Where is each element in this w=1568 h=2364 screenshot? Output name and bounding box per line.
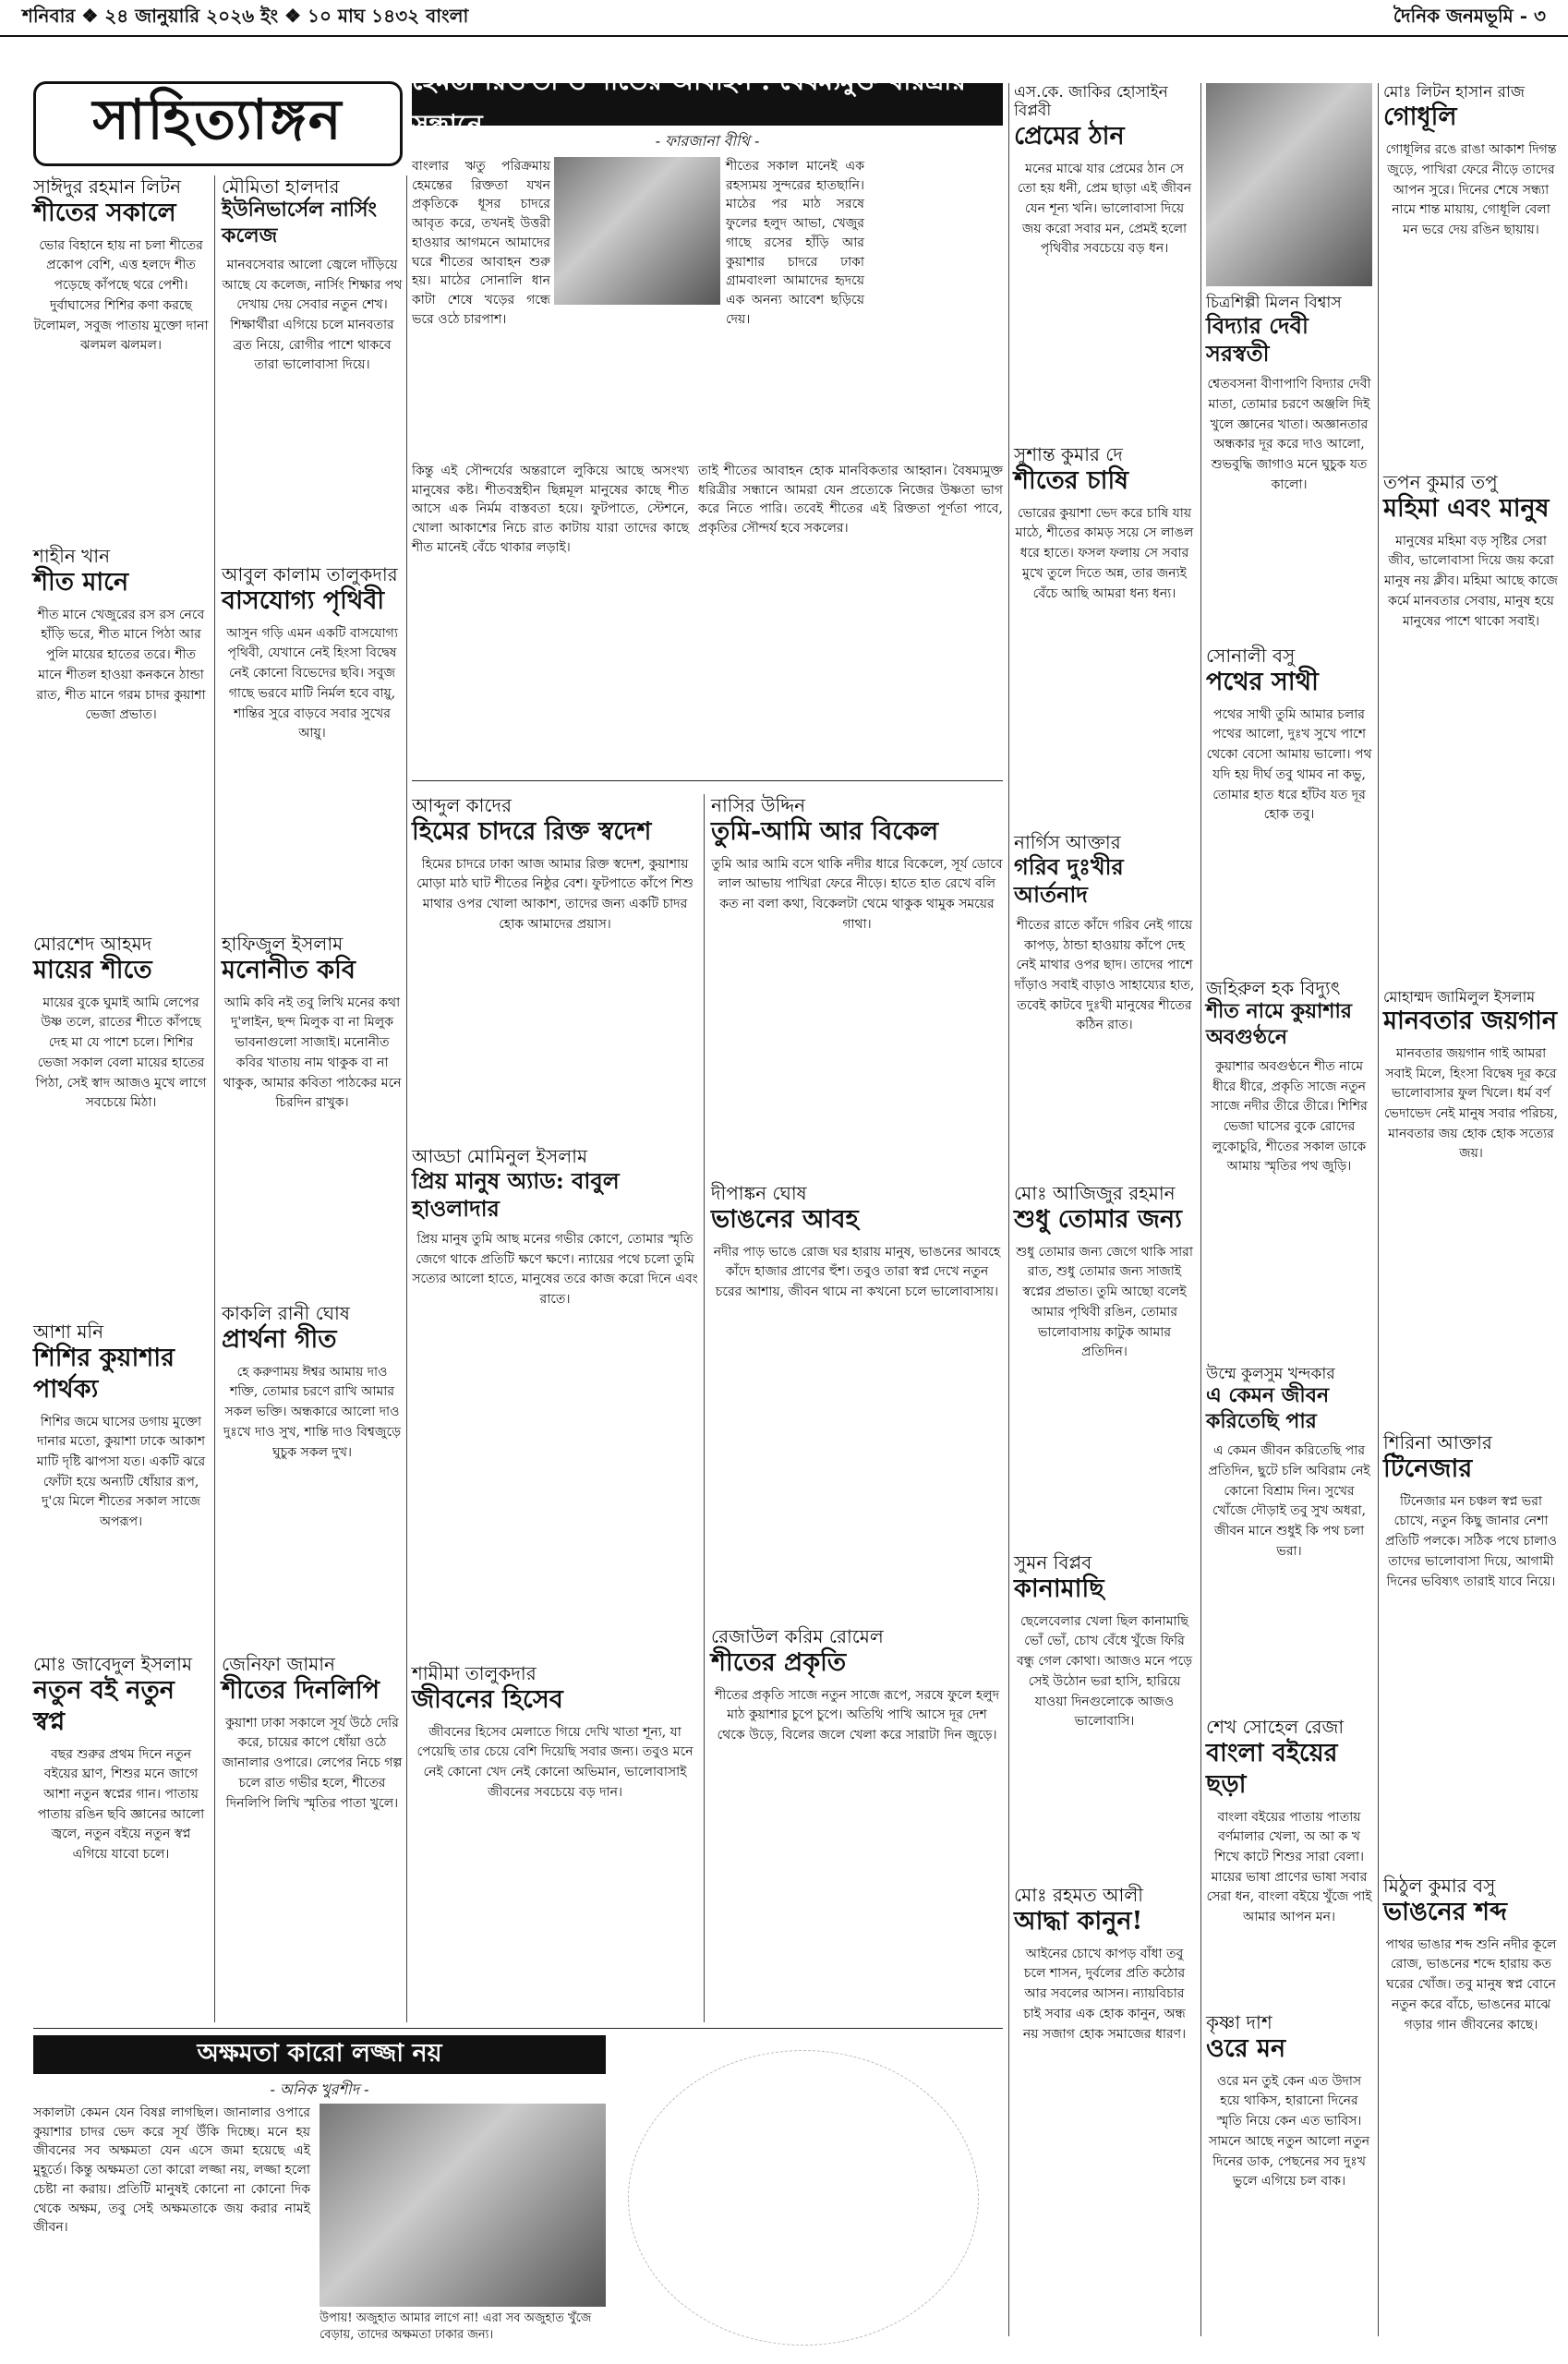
poem-title: কানামাছি (1014, 1574, 1104, 1603)
poem-title: শীতের সকালে (33, 199, 176, 227)
poem-title: শীত নামে কুয়াশার অবগুণ্ঠনে (1206, 999, 1352, 1049)
poem-author: এস.কে. জাকির হোসাইন বিপ্লবী (1014, 83, 1168, 121)
poem-title: শুধু তোমার জন্য (1014, 1205, 1182, 1234)
poem-title: মায়ের শীতে (33, 956, 152, 984)
poem-title: মহিমা এবং মানুষ (1383, 494, 1550, 523)
poem-author: উম্মে কুলসুম খন্দকার (1206, 1365, 1335, 1383)
poem-author: চিত্রশিল্পী মিলন বিশ্বাস (1206, 294, 1342, 312)
feature-para-1: বাংলার ঋতু পরিক্রমায় হেমন্তের রিক্ততা যখন প্রকৃতিকে ধূসর চাদরে আবৃত করে, তখনই উত্তরী হাওয়ার আগমনে আমাদের ঘরে শীতের আবাহন শুরু হয়। মাঠের সোনালি ধান কাটা শেষে খড়ের গন্ধে ভরে ওঠে চারপাশ। (412, 159, 550, 327)
poem-text: নদীর পাড় ভাঙে রোজ ঘর হারায় মানুষ, ভাঙনের আবহে কাঁদে হাজার প্রাণের হুঁশ। তবুও তারা স্বপ্ন দেখে নতুন চরের আশায়, জীবন থামে না কখনো চলে ভালোবাসায়। (713, 1244, 1001, 1300)
poem-block (1206, 645, 1372, 977)
photo-caption: উপায়! অজুহাত আমার লাগে না! এরা সব অজুহাত খুঁজে বেড়ায়, তাদের অক্ষমতা ঢাকার জন্য। (320, 2311, 592, 2343)
poem-title: শিশির কুয়াশার পার্থক্য (33, 1344, 175, 1404)
feature-para-2: শীতের সকাল মানেই এক রহস্যময় সুন্দরের হাতছানি। মাঠের পর মাঠ সরষে ফুলের হলুদ আভা, খেজুর গাছে রসের হাঁড়ি আর কুয়াশার চাদরে ঢাকা গ্রামবাংলা আমাদের হৃদয়ে এক অনন্য আবেশ ছড়িয়ে দেয়। (726, 159, 864, 327)
poem-author: মিঠুল কুমার বসু (1383, 1875, 1496, 1897)
poem-title: জীবনের হিসেব (412, 1685, 563, 1714)
poem-block (1014, 1551, 1195, 1884)
poem-text: মায়ের বুকে ঘুমাই আমি লেপের উষ্ণ তলে, রাতের শীতে কাঁপছে দেহ মা যে পাশে চলে। শিশির ভেজা সকাল বেলা মায়ের হাতের পিঠা, সেই স্বাদ আজও মুখে লাগে সবচেয়ে মিঠা। (35, 995, 207, 1111)
feature-headline: হেমন্তী রিক্ততা ও শীতের আবাহন : বৈষম্যমুক্ত ধরিত্রীর সন্ধানে (412, 83, 1003, 126)
poem-author: হাফিজুল ইসলাম (222, 933, 344, 955)
poem-block (1383, 471, 1559, 988)
header-bar (0, 0, 1568, 37)
poem-author: শেখ সোহেল রেজা (1206, 1716, 1345, 1738)
poem-text: মনের মাঝে যার প্রেমের ঠান সে তো হয় ধনী, প্রেম ছাড়া এই জীবন যেন শূন্য খনি। ভালোবাসা দিয়ে জয় করো সবার মন, প্রেমই হলো পৃথিবীর সবচেয়ে বড় ধন। (1017, 161, 1192, 257)
poem-title: ইউনিভার্সেল নার্সিং কলেজ (222, 198, 378, 247)
poem-title: নতুন বই নতুন স্বপ্ন (33, 1676, 175, 1736)
poem-block (1383, 1431, 1559, 1875)
poem-title: হিমের চাদরে রিক্ত স্বদেশ (412, 817, 652, 846)
poem-author: দীপাঙ্কন ঘোষ (711, 1182, 807, 1204)
poem-text: শীত মানে খেজুরের রস রস নেবে হাঁড়ি ভরে, শীত মানে পিঠা আর পুলি মায়ের হাতের তরে। শীত মানে শীতল হাওয়া কনকনে ঠান্ডা রাত, শীত মানে গরম চাদর কুয়াশা ভেজা প্রভাত। (36, 607, 206, 723)
poem-text: শ্বেতবসনা বীণাপাণি বিদ্যার দেবী মাতা, তোমার চরণে অঞ্জলি দিই খুলে জ্ঞানের খাতা। অজ্ঞানতার অন্ধকার দূর করে দাও আলো, শুভবুদ্ধি জাগাও মনে ঘুচুক যত কালো। (1207, 377, 1371, 492)
poem-author: মোঃ রহমত আলী (1014, 1884, 1143, 1906)
poem-author: রেজাউল করিম রোমেল (711, 1625, 884, 1647)
poem-text: কুয়াশা ঢাকা সকালে সূর্য উঠে দেরি করে, চায়ের কাপে ধোঁয়া ওঠে জানালার ওপারে। লেপের নিচে গল্প চলে রাত গভীর হলে, শীতের দিনলিপি লিখি স্মৃতির পাতা খুলে। (222, 1715, 403, 1811)
poem-text: আইনের চোখে কাপড় বাঁধা তবু চলে শাসন, দুর্বলের প্রতি কঠোর আর সবলের আসন। ন্যায়বিচার চাই সবার এক হোক কানুন, অন্ধ নয় সজাগ হোক সমাজের ধারণ। (1022, 1946, 1187, 2042)
column-6 (1206, 83, 1372, 2336)
poem-block (711, 1625, 1003, 2013)
poem-author: শামীমা তালুকদার (412, 1662, 537, 1684)
poem-block (33, 175, 209, 545)
poem-text: শিশির জমে ঘাসের ডগায় মুক্তো দানার মতো, কুয়াশা ঢাকে আকাশ মাটি দৃষ্টি ঝাপসা যত। একটি ঝরে ফোঁটা হয়ে অন্যটি ধোঁয়ার রূপ, দু'য়ে মিলে শীতের সকাল সাজে অপরূপ। (36, 1414, 206, 1529)
poem-author: নার্গিস আক্তার (1014, 831, 1121, 853)
poem-block (1014, 443, 1195, 831)
poem-block (1014, 83, 1195, 443)
column-divider (214, 175, 215, 2022)
poem-text: কুয়াশার অবগুণ্ঠনে শীত নামে ধীরে ধীরে, প্রকৃতি সাজে নতুন সাজে নদীর তীরে তীরে। শিশির ভেজা ঘাসের বুকে রোদের লুকোচুরি, শীতের সকাল ডাকে আমায় স্মৃতির পথ জুড়ি। (1211, 1059, 1368, 1175)
poem-block (222, 563, 403, 933)
feature-byline: - ফারজানা বীথি - (655, 132, 760, 150)
poem-author: মোঃ আজিজুর রহমান (1014, 1182, 1176, 1204)
poem-text: প্রিয় মানুষ তুমি আছ মনের গভীর কোণে, তোমার স্মৃতি জেগে থাকে প্রতিটি ক্ষণে ক্ষণে। ন্যায়ের পথে চলো তুমি সত্যের আলো হাতে, মানুষের তরে কাজ করো দিনে এবং রাতে। (412, 1232, 698, 1308)
poem-title: প্রেমের ঠান (1014, 121, 1125, 151)
poem-text: ওরে মন তুই কেন এত উদাস হয়ে থাকিস, হারানো দিনের স্মৃতি নিয়ে কেন এত ভাবিস। সামনে আছে নতুন আলো নতুন দিনের ডাক, পেছনের সব দুঃখ ভুলে এগিয়ে চল বাক। (1208, 2073, 1370, 2189)
poem-title: পথের সাথী (1206, 668, 1319, 696)
poem-block (33, 545, 209, 933)
issue-date: শনিবার ❖ ২৪ জানুয়ারি ২০২৬ ইং ❖ ১০ মাঘ ১৪৩২ বাংলা (22, 4, 469, 27)
column-7 (1383, 83, 1559, 2336)
column-divider (406, 175, 407, 2022)
column-3 (412, 794, 698, 2022)
poem-text: শীতের রাতে কাঁদে গরিব নেই গায়ে কাপড়, ঠান্ডা হাওয়ায় কাঁপে দেহ নেই মাথার ওপর ছাদ। তাদের পাশে দাঁড়াও সবাই বাড়াও সাহায্যের হাত, তবেই কাটবে দুঃখী মানুষের শীতের কঠিন রাত। (1014, 918, 1195, 1033)
saraswati-artwork (1206, 83, 1372, 286)
poem-title: প্রিয় মানুষ অ্যাড: বাবুল হাওলাদার (412, 1167, 620, 1222)
poem-block (222, 1653, 403, 2022)
feature-divider (412, 780, 1003, 781)
poem-author: আড্ডা মোমিনুল ইসলাম (412, 1145, 588, 1167)
poem-title: ভাঙনের শব্দ (1383, 1898, 1507, 1926)
poem-author: আবুল কালাম তালুকদার (222, 563, 398, 585)
poem-author: কৃষ্ণা দাশ (1206, 2011, 1272, 2033)
poem-title: ভাঙনের আবহ (711, 1205, 859, 1234)
poem-block (1383, 1875, 1559, 2318)
column-divider (1200, 83, 1201, 2336)
poem-title: তুমি-আমি আর বিকেল (711, 817, 939, 846)
poem-author: জহিরুল হক বিদ্যুৎ (1206, 977, 1341, 999)
poem-block (222, 933, 403, 1302)
poem-text: আসুন গড়ি এমন একটি বাসযোগ্য পৃথিবী, যেখানে নেই হিংসা বিদ্বেষ নেই কোনো বিভেদের ছবি। সবুজ গাছে ভরবে মাটি নির্মল হবে বায়ু, শান্তির সুরে বাড়বে সবার সুখের আয়ু। (226, 625, 398, 742)
poem-text: মানবতার জয়গান গাই আমরা সবাই মিলে, হিংসা বিদ্বেষ দূর করে ভালোবাসার ফুল খিলে। ধর্ম বর্ণ ভেদাভেদ নেই মানুষ সবার পরিচয়, মানবতার জয় হোক হোক সত্যের জয়। (1383, 1045, 1559, 1162)
poem-title: মনোনীত কবি (222, 956, 356, 984)
poem-title: শীতের দিনলিপি (222, 1676, 380, 1705)
poem-title: বিদ্যার দেবী সরস্বতী (1206, 312, 1309, 368)
poem-text: হে করুণাময় ঈশ্বর আমায় দাও শক্তি, তোমার চরণে রাখি আমার সকল ভক্তি। অন্ধকারে আলো দাও দুঃখে দাও সুখ, শান্তি দাও বিশ্বজুড়ে ঘুচুক সকল দুখ। (223, 1364, 402, 1460)
column-divider (704, 794, 705, 2022)
poem-title: বাংলা বইয়ের ছড়া (1206, 1739, 1338, 1799)
poem-author: মোঃ লিটন হাসান রাজ (1383, 83, 1526, 102)
poem-block (711, 794, 1003, 1182)
poem-text: পথের সাথী তুমি আমার চলার পথের আলো, দুঃখ সুখে পাশে থেকো বেসো আমায় ভালো। পথ যদি হয় দীর্ঘ তবু থামব না কভু, তোমার হাত ধরে হাঁটব যত দূর হোক তবু। (1206, 706, 1372, 823)
poem-text: আমি কবি নই তবু লিখি মনের কথা দু'লাইন, ছন্দ মিলুক বা না মিলুক ভাবনাগুলো সাজাই। মনোনীত কবির খাতায় নাম থাকুক বা না থাকুক, আমার কবিতা পাঠকের মনে চিরদিন রাখুক। (223, 995, 402, 1111)
poem-title: গরিব দুঃখীর আর্তনাদ (1014, 853, 1124, 908)
poem-block (711, 1182, 1003, 1625)
poem-author: সোনালী বসু (1206, 645, 1296, 667)
poem-text: জীবনের হিসেব মেলাতে গিয়ে দেখি খাতা শূন্য, যা পেয়েছি তার চেয়ে বেশি দিয়েছি সবার জন্য। তবুও মনে নেই কোনো খেদ নেই কোনো অভিমান, ভালোবাসাই জীবনের সবচেয়ে বড় দান। (416, 1724, 694, 1800)
poem-author: মোহাম্মদ জামিলুল ইসলাম (1383, 988, 1536, 1006)
poem-title: গোধূলি (1383, 103, 1457, 132)
poem-block (412, 794, 698, 1145)
poem-block (412, 1662, 698, 2013)
feature-para-3: কিন্তু এই সৌন্দর্যের অন্তরালে লুকিয়ে আছে অসংখ্য মানুষের কষ্ট। শীতবস্ত্রহীন ছিন্নমূল মানুষের কাছে শীত আসে এক নির্মম বাস্তবতা হয়ে। ফুটপাতে, স্টেশনে, খোলা আকাশের নিচে রাত কাটায় যারা তাদের কাছে শীত মানেই বেঁচে থাকার লড়াই। (412, 464, 689, 555)
poem-title: আদ্ধা কানুন! (1014, 1907, 1143, 1936)
poem-title: শীত মানে (33, 568, 129, 597)
paper-name-page: দৈনিক জনমভূমি - ৩ (1393, 4, 1546, 27)
section-title: সাহিত্যাঙ্গন (92, 88, 344, 152)
decorative-motif (628, 2050, 979, 2346)
bottom-divider (33, 2028, 1003, 2029)
feature-para-4: তাই শীতের আবাহন হোক মানবিকতার আহ্বান। বৈষম্যমুক্ত ধরিত্রীর সন্ধানে আমরা যেন প্রত্যেকে নিজের উষ্ণতা ভাগ করে নিতে পারি। তবেই শীতের এই রিক্ততা পূর্ণতা পাবে, প্রকৃতির সৌন্দর্য হবে সকলের। (698, 464, 1003, 537)
poem-text: গোধূলির রঙে রাঙা আকাশ দিগন্ত জুড়ে, পাখিরা ফেরে নীড়ে তাদের আপন সুরে। দিনের শেষে সন্ধ্যা নামে শান্ত মায়ায়, গোধূলি বেলা মন ভরে দেয় রঙিন ছায়ায়। (1385, 142, 1557, 237)
poem-title: প্রার্থনা গীত (222, 1325, 337, 1354)
poem-author: মৌমিতা হালদার (222, 175, 340, 198)
sad-man-photo (320, 2104, 606, 2307)
poem-text: হিমের চাদরে ঢাকা আজ আমার রিক্ত স্বদেশ, কুয়াশায় মোড়া মাঠ ঘাট শীতের নিষ্ঠুর বেশ। ফুটপাতে কাঁপে শিশু মাথার ওপর খোলা আকাশ, তাদের জন্য একটি চাদর হোক আমাদের প্রয়াস। (416, 856, 694, 932)
column-4 (711, 794, 1003, 2022)
poem-block (412, 1145, 698, 1662)
poem-block (1383, 988, 1559, 1431)
poem-block (33, 1321, 209, 1653)
poem-text: মানুষের মহিমা বড় সৃষ্টির সেরা জীব, ভালোবাসা দিয়ে জয় করো মানুষ নয় ক্লীব। মহিমা আছে কাজে কর্মে মানবতার সেবায়, মানুষ হয়ে মানুষের পাশে থাকো সবাই। (1384, 533, 1558, 629)
poem-text: মানবসেবার আলো জ্বেলে দাঁড়িয়ে আছে যে কলেজ, নার্সিং শিক্ষার পথ দেখায় দেয় সেবার নতুন শেখ। শিক্ষার্থীরা এগিয়ে চলে মানবতার ব্রত নিয়ে, রোগীর পাশে থাকবে তারা ভালোবাসা দিয়ে। (222, 258, 403, 373)
poem-block (1014, 831, 1195, 1182)
poem-title: বাসযোগ্য পৃথিবী (222, 586, 385, 615)
poem-author: শিরিনা আক্তার (1383, 1431, 1492, 1453)
poem-block (33, 1653, 209, 2022)
poem-text: বছর শুরুর প্রথম দিনে নতুন বইয়ের ঘ্রাণ, শিশুর মনে জাগে আশা নতুন স্বপ্নের গান। পাতায় পাতায় রঙিন ছবি জ্ঞানের আলো জ্বলে, নতুন বইয়ে নতুন স্বপ্ন এগিয়ে যাবো চলে। (37, 1746, 205, 1862)
poem-author: শাহীন খান (33, 545, 111, 567)
poem-author: তপন কুমার তপু (1383, 471, 1498, 493)
poem-block (1206, 2011, 1372, 2316)
poem-block (1383, 83, 1559, 471)
poem-block (1014, 1182, 1195, 1551)
column-5 (1014, 83, 1195, 2336)
poem-text: শুধু তোমার জন্য জেগে থাকি সারা রাত, শুধু তোমার জন্য সাজাই স্বপ্নের প্রভাত। তুমি আছো বলেই আমার পৃথিবী রঙিন, তোমার ভালোবাসায় কাটুক আমার প্রতিদিন। (1016, 1244, 1193, 1360)
bottom-byline: - অনিক খুরশীদ - (270, 2081, 369, 2098)
poem-author: সাঈদুর রহমান লিটন (33, 175, 182, 198)
section-masthead (33, 81, 403, 166)
poem-author: সুমন বিপ্লব (1014, 1551, 1092, 1574)
poem-block (1206, 1365, 1372, 1716)
poem-author: জেনিফা জামান (222, 1653, 335, 1675)
poem-block (1206, 294, 1372, 645)
poem-author: মোরশেদ আহমদ (33, 933, 152, 955)
column-1 (33, 175, 209, 2022)
bottom-text: সকালটা কেমন যেন বিষণ্ণ লাগছিল। জানালার ওপারে কুয়াশার চাদর ভেদ করে সূর্য উঁকি দিচ্ছে। মনে হয় জীবনের সব অক্ষমতা যেন এসে জমা হয়েছে এই মুহূর্তে। কিন্তু অক্ষমতা তো কারো লজ্জা নয়, লজ্জা হলো চেষ্টা না করায়। প্রতিটি মানুষই কোনো না কোনো দিক থেকে অক্ষম, তবু সেই অক্ষমতাকে জয় করার নামই জীবন। (33, 2105, 310, 2236)
poem-author: কাকলি রানী ঘোষ (222, 1302, 350, 1324)
poem-block (33, 933, 209, 1321)
hands-photo (554, 157, 720, 305)
poem-text: শীতের প্রকৃতি সাজে নতুন সাজে রূপে, সরষে ফুলে হলুদ মাঠ কুয়াশার চুপে চুপে। অতিথি পাখি আসে দূর দেশ থেকে উড়ে, বিলের জলে খেলা করে সারাটা দিন জুড়ে। (714, 1687, 1000, 1743)
poem-text: তুমি আর আমি বসে থাকি নদীর ধারে বিকেলে, সূর্য ডোবে লাল আভায় পাখিরা ফেরে নীড়ে। হাতে হাত রেখে বলি কত না বলা কথা, বিকেলটা থেমে থাকুক থামুক সময়ের গাথা। (711, 856, 1003, 932)
poem-author: সুশান্ত কুমার দে (1014, 443, 1123, 465)
poem-text: ভোরের কুয়াশা ভেদ করে চাষি যায় মাঠে, শীতের কামড় সয়ে সে লাঙল ধরে হাতে। ফসল ফলায় সে সবার মুখে তুলে দিতে অন্ন, তার জন্যই বেঁচে আছি আমরা ধন্য ধন্য। (1015, 505, 1194, 601)
poem-title: শীতের চাষি (1014, 466, 1129, 495)
column-divider (1008, 83, 1009, 2336)
column-2 (222, 175, 403, 2022)
poem-author: মোঃ জাবেদুল ইসলাম (33, 1653, 193, 1675)
poem-text: টিনেজার মন চঞ্চল স্বপ্ন ভরা চোখে, নতুন কিছু জানার নেশা প্রতিটি পলকে। সঠিক পথে চালাও তাদের ভালোবাসা দিয়ে, আগামী দিনের ভবিষ্যৎ তারাই যাবে নিয়ে। (1385, 1493, 1557, 1589)
poem-author: নাসির উদ্দিন (711, 794, 806, 816)
poem-text: এ কেমন জীবন করিতেছি পার প্রতিদিন, ছুটে চলি অবিরাম নেই কোনো বিশ্রাম দিন। সুখের খোঁজে দৌড়াই তবু সুখ অধরা, জীবন মানে শুধুই কি পথ চলা ভরা। (1208, 1443, 1370, 1559)
bottom-headline: অক্ষমতা কারো লজ্জা নয় (33, 2035, 606, 2074)
poem-author: আব্দুল কাদের (412, 794, 512, 816)
poem-title: এ কেমন জীবন করিতেছি পার (1206, 1383, 1330, 1433)
poem-block (222, 175, 403, 563)
poem-text: পাথর ভাঙার শব্দ শুনি নদীর কূলে রোজ, ভাঙনের শব্দে হারায় কত ঘরের খোঁজ। তবু মানুষ স্বপ্ন বোনে নতুন করে বাঁচে, ভাঙনের মাঝে গড়ার গান জীবনের কাছে। (1385, 1936, 1557, 2032)
poem-text: বাংলা বইয়ের পাতায় পাতায় বর্ণমালার খেলা, অ আ ক খ শিখে কাটে শিশুর সারা বেলা। মায়ের ভাষা প্রাণের ভাষা সবার সেরা ধন, বাংলা বইয়ে খুঁজে পাই আমার আপন মন। (1206, 1809, 1372, 1924)
poem-block (1206, 1716, 1372, 2011)
poem-block (1206, 977, 1372, 1365)
poem-title: শীতের প্রকৃতি (711, 1648, 847, 1677)
poem-block (1014, 1884, 1195, 2327)
poem-title: টিনেজার (1383, 1454, 1473, 1483)
poem-title: ওরে মন (1206, 2034, 1286, 2063)
poem-block (222, 1302, 403, 1653)
poem-author: আশা মনি (33, 1321, 104, 1343)
poem-text: ভোর বিহানে হায় না চলা শীতের প্রকোপ বেশি, এত্ত হলদে শীত পড়েছে কাঁপছে থরে পেশী। দুর্বাঘাসের শিশির কণা করছে টলোমল, সবুজ পাতায় মুক্তো দানা ঝলমল ঝলমল। (33, 237, 209, 354)
column-divider (1378, 83, 1379, 2336)
poem-text: ছেলেবেলার খেলা ছিল কানামাছি ভোঁ ভোঁ, চোখ বেঁধে খুঁজে ফিরি বন্ধু গেল কোথা। আজও মনে পড়ে সেই উঠোন ভরা হাসি, হারিয়ে যাওয়া দিনগুলোকে আজও ভালোবাসি। (1016, 1613, 1193, 1730)
poem-title: মানবতার জয়গান (1383, 1007, 1558, 1036)
